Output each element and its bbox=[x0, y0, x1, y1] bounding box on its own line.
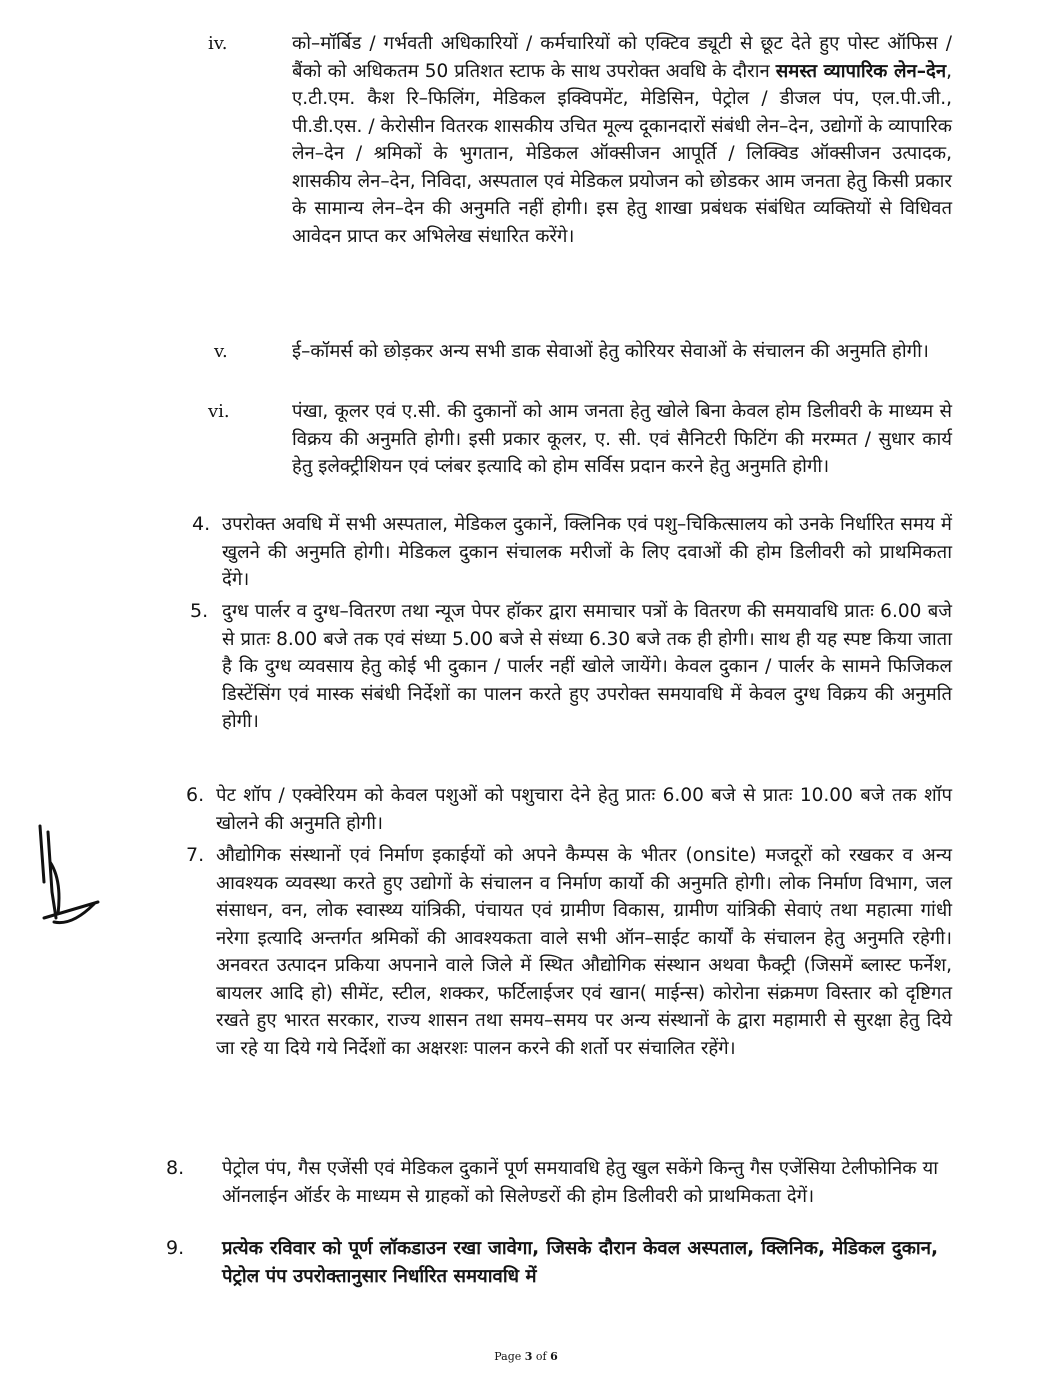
item-marker: 8. bbox=[166, 1157, 185, 1179]
item-marker: iv. bbox=[208, 33, 228, 54]
item-marker: vi. bbox=[208, 401, 230, 422]
item-marker: 5. bbox=[190, 600, 209, 622]
item-marker: 6. bbox=[186, 784, 205, 806]
footer-total-pages: 6 bbox=[550, 1350, 558, 1363]
item-text bbox=[292, 398, 952, 481]
footer-separator: of bbox=[532, 1350, 551, 1363]
text-run: उपरोक्त अवधि में सभी अस्पताल, मेडिकल दुकानें, क्लिनिक एवं पशु–चिकित्सालय को उनके निर्धारित समय में खुलने की अनुमति होगी। मेडिकल दुकान संचालक मरीजों के लिए दवाओं की होम डिलीवरी को प्राथमिकता देंगे। bbox=[222, 514, 952, 590]
text-run-bold: समस्त व्यापारिक लेन–देन bbox=[775, 60, 947, 82]
footer-current-page: 3 bbox=[524, 1350, 533, 1363]
text-run: दुग्ध पार्लर व दुग्ध–वितरण तथा न्यूज पेपर हॉकर द्वारा समाचार पत्रों के वितरण की समयावधि प्रातः 6.00 बजे से प्रातः 8.00 बजे तक एवं संध्या 5.00 बजे से संध्या 6.30 बजे तक ही होगी। साथ ही यह स्पष्ट किया जाता है कि दुग्ध व्यवसाय हेतु कोई भी दुकान / पार्लर नहीं खोले जायेंगे। केवल दुकान / पार्लर के सामने फिजिकल डिस्टेंसिंग एवं मास्क संबंधी निर्देशों का पालन करते हुए उपरोक्त समयावधि में केवल दुग्ध विक्रय की अनुमति होगी। bbox=[222, 601, 952, 732]
text-run: , ए.टी.एम. कैश रि–फिलिंग, मेडिकल इक्विपमेंट, मेडिसिन, पेट्रोल / डीजल पंप, एल.पी.जी., पी.डी.एस. / केरोसीन वितरक शासकीय उचित मूल्य दूकानदारों संबंधी लेन–देन, उद्योगों के व्यापारिक लेन–देन / श्रमिकों के भुगतान, मेडिकल ऑक्सीजन आपूर्ति / लिक्विड ऑक्सीजन उत्पादक, शासकीय लेन–देन, निविदा, अस्पताल एवं मेडिकल प्रयोजन को छोडकर आम जनता हेतु किसी प्रकार के सामान्य लेन–देन की अनुमति नहीं होगी। इस हेतु शाखा प्रबंधक संबंधित व्यक्तियों से विधिवत आवेदन प्राप्त कर अभिलेख संधारित करेंगे। bbox=[292, 60, 952, 247]
text-run-bold: प्रत्येक रविवार को पूर्ण लॉकडाउन रखा जावेगा, जिसके दौरान केवल अस्पताल, क्लिनिक, मेडिकल दुकान, पेट्रोल पंप उपरोक्तानुसार निर्धारित समयावधि में bbox=[222, 1238, 938, 1287]
item-marker: 7. bbox=[186, 844, 205, 866]
margin-signature-mark bbox=[28, 822, 104, 940]
item-marker: 4. bbox=[192, 513, 211, 535]
item-text bbox=[222, 598, 952, 736]
item-text bbox=[222, 511, 952, 594]
item-text bbox=[216, 782, 952, 837]
item-text bbox=[222, 1155, 938, 1210]
item-text bbox=[292, 30, 952, 250]
text-run: पंखा, कूलर एवं ए.सी. की दुकानों को आम जनता हेतु खोले बिना केवल होम डिलीवरी के माध्यम से विक्रय की अनुमति होगी। इसी प्रकार कूलर, ए. सी. एवं सैनिटरी फिटिंग की मरम्मत / सुधार कार्य हेतु इलेक्ट्रीशियन एवं प्लंबर इत्यादि को होम सर्विस प्रदान करने हेतु अनुमति होगी। bbox=[292, 401, 952, 477]
item-text bbox=[292, 338, 952, 366]
text-run: ई–कॉमर्स को छोड़कर अन्य सभी डाक सेवाओं हेतु कोरियर सेवाओं के संचालन की अनुमति होगी। bbox=[292, 341, 929, 362]
text-run: पेट शॉप / एक्वेरियम को केवल पशुओं को पशुचारा देने हेतु प्रातः 6.00 बजे से प्रातः 10.00 बजे तक शॉप खोलने की अनुमति होगी। bbox=[216, 785, 952, 834]
page-footer bbox=[0, 1350, 1052, 1363]
text-run: पेट्रोल पंप, गैस एजेंसी एवं मेडिकल दुकानें पूर्ण समयावधि हेतु खुल सकेंगे किन्तु गैस एजेंसिया टेलीफोनिक या ऑनलाईन ऑर्डर के माध्यम से ग्राहकों को सिलेण्डरों की होम डिलीवरी को प्राथमिकता देगें। bbox=[222, 1158, 938, 1207]
footer-prefix: Page bbox=[494, 1350, 525, 1363]
text-run: को–मॉर्बिड / गर्भवती अधिकारियों / कर्मचारियों को एक्टिव ड्यूटी से छूट देते हुए पोस्ट ऑफिस / बैंको को अधिकतम 50 प्रतिशत स्टाफ के साथ उपरोक्त अवधि के दौरान bbox=[292, 33, 952, 82]
item-text bbox=[222, 1235, 938, 1290]
item-marker: 9. bbox=[166, 1237, 185, 1259]
text-run: औद्योगिक संस्थानों एवं निर्माण इकाईयों को अपने कैम्पस के भीतर (onsite) मजदूरों को रखकर व अन्य आवश्यक व्यवस्था करते हुए उद्योगों के संचालन व निर्माण कार्यो की अनुमति होगी। लोक निर्माण विभाग, जल संसाधन, वन, लोक स्वास्थ्य यांत्रिकी, पंचायत एवं ग्रामीण विकास, ग्रामीण यांत्रिकी सेवाएं तथा महात्मा गांधी नरेगा इत्यादि अन्तर्गत श्रमिकों की आवश्यकता वाले सभी ऑन–साईट कार्यों के संचालन हेतु अनुमति रहेगी। अनवरत उत्पादन प्रकिया अपनाने वाले जिले में स्थित औद्योगिक संस्थान अथवा फैक्ट्री (जिसमें ब्लास्ट फर्नेश, बायलर आदि हो) सीमेंट, स्टील, शक्कर, फर्टिलाईजर एवं खान( माईन्स) कोरोना संक्रमण विस्तार को दृष्टिगत रखते हुए भारत सरकार, राज्य शासन तथा समय–समय पर अन्य संस्थानों के द्वारा महामारी से सुरक्षा हेतु दिये जा रहे या दिये गये निर्देशों का अक्षरशः पालन करने की शर्तो पर संचालित रहेंगे। bbox=[216, 845, 952, 1059]
item-marker: v. bbox=[214, 341, 228, 362]
item-text bbox=[216, 842, 952, 1062]
